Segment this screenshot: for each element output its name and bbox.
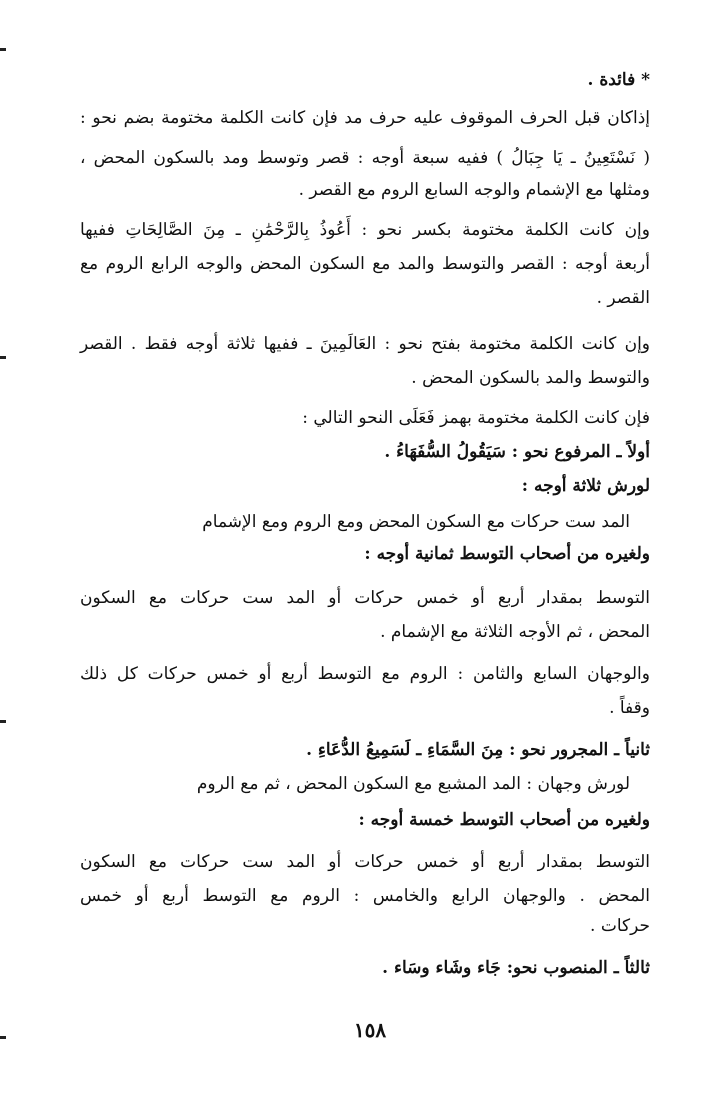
margin-mark [0,720,6,723]
paragraph-line: التوسط بمقدار أربع أو خمس حركات أو المد ست حركات مع السكون [80,588,650,608]
paragraph-line: والوجهان السابع والثامن : الروم مع التوسط أربع أو خمس حركات كل ذلك [80,664,650,684]
paragraph-line: المحض . والوجهان الرابع والخامس : الروم مع التوسط أربع أو خمس [80,886,650,906]
paragraph-line: التوسط بمقدار أربع أو خمس حركات أو المد ست حركات مع السكون [80,852,650,872]
paragraph-line: وإن كانت الكلمة مختومة بكسر نحو : أَعُوذُ بِالرَّحْمَٰنِ ـ مِنَ الصَّالِحَاتِ ففيها [80,220,650,240]
margin-mark [0,1036,6,1039]
paragraph-line: المحض ، ثم الأوجه الثلاثة مع الإشمام . [380,622,650,642]
paragraph-line: المد ست حركات مع السكون المحض ومع الروم ومع الإشمام [202,512,630,532]
section-title: * فائدة . [587,70,650,90]
paragraph-line: حركات . [590,916,650,936]
subheading: ثالثاً ـ المنصوب نحو: جَاء وشَاء وسَاء . [382,958,650,978]
paragraph-line: ومثلها مع الإشمام والوجه السابع الروم مع القصر . [298,180,650,200]
subheading: أولاً ـ المرفوع نحو : سَيَقُولُ السُّفَهَاءُ . [384,442,650,462]
subheading: ولغيره من أصحاب التوسط ثمانية أوجه : [364,544,650,564]
paragraph-line: أربعة أوجه : القصر والتوسط والمد مع السكون المحض والوجه الرابع الروم مع [80,254,650,274]
margin-mark [0,356,6,359]
margin-mark [0,48,6,51]
paragraph-line: والتوسط والمد بالسكون المحض . [411,368,650,388]
subheading: ثانياً ـ المجرور نحو : مِنَ السَّمَاءِ ـ لَسَمِيعُ الدُّعَاءِ . [306,740,650,760]
paragraph-line: وإن كانت الكلمة مختومة بفتح نحو : العَالَمِينَ ـ ففيها ثلاثة أوجه فقط . القصر [80,334,650,354]
paragraph-line: وقفاً . [609,698,650,718]
paragraph-line: ( نَسْتَعِينُ ـ يَا جِبَالُ ) ففيه سبعة أوجه : قصر وتوسط ومد بالسكون المحض ، [80,148,650,168]
paragraph-line: إذاكان قبل الحرف الموقوف عليه حرف مد فإن كانت الكلمة مختومة بضم نحو : [80,108,650,128]
paragraph-line: القصر . [596,288,650,308]
subheading: ولغيره من أصحاب التوسط خمسة أوجه : [358,810,650,830]
paragraph-line: لورش وجهان : المد المشبع مع السكون المحض ، ثم مع الروم [196,774,630,794]
paragraph-line: فإن كانت الكلمة مختومة بهمز فَعَلَى النحو التالي : [302,408,650,428]
page-number: ١٥٨ [353,1018,387,1042]
subheading: لورش ثلاثة أوجه : [521,476,650,496]
